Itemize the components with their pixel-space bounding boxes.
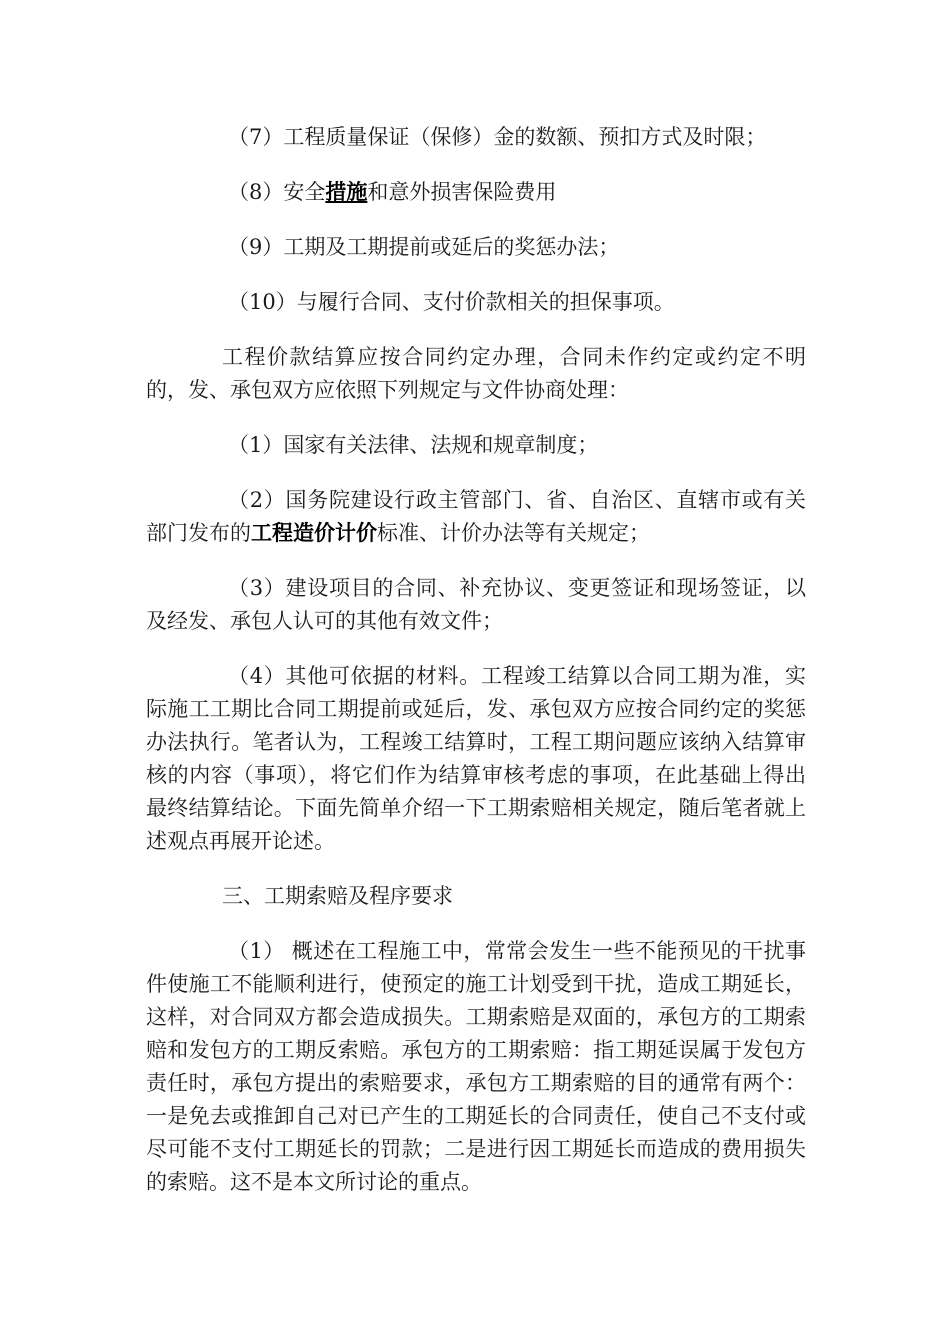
list-item-8 [146,176,806,209]
rule-item-2-prefix: （2）国务院建设行政主管部门、省、自治区、直辖市或有关部门发布的 [146,488,806,545]
keyword-link-measures[interactable]: 措施 [325,180,368,204]
rule-item-1: （1）国家有关法律、法规和规章制度； [228,433,599,457]
list-item-7: （7）工程质量保证（保修）金的数额、预扣方式及时限； [228,125,767,149]
rule-item-3: （3）建设项目的合同、补充协议、变更签证和现场签证，以及经发、承包人认可的其他有效文件； [146,576,806,633]
list-item-8-prefix: （8）安全 [228,180,326,204]
section-heading: 三、工期索赔及程序要求 [222,884,453,908]
list-item-8-suffix: 和意外损害保险费用 [367,180,557,204]
rule-item-2 [146,484,806,550]
paragraph-settlement: 工程价款结算应按合同约定办理，合同未作约定或约定不明的，发、承包双方应依照下列规定与文件协商处理： [146,345,806,402]
document-page [146,112,806,1199]
rule-item-2-suffix: 标准、计价办法等有关规定； [377,521,650,545]
paragraph-overview: （1） 概述在工程施工中，常常会发生一些不能预见的干扰事件使施工不能顺利进行，使预定的施工计划受到干扰，造成工期延长，这样，对合同双方都会造成损失。工期索赔是双面的，承包方的工期索赔和发包方的工期反索赔。承包方的工期索赔：指工期延误属于发包方责任时，承包方提出的索赔要求，承包方工期索赔的目的通常有两个：一是免去或推卸自己对已产生的工期延长的合同责任，使自己不支付或尽可能不支付工期延长的罚款；二是进行因工期延长而造成的费用损失的索赔。这不是本文所讨论的重点。 [146,939,806,1194]
list-item-9: （9）工期及工期提前或延后的奖惩办法； [228,235,620,259]
rule-item-4: （4）其他可依据的材料。工程竣工结算以合同工期为准，实际施工工期比合同工期提前或延后，发、承包双方应按合同约定的奖惩办法执行。笔者认为，工程竣工结算时，工程工期问题应该纳入结算审核的内容（事项），将它们作为结算审核考虑的事项，在此基础上得出最终结算结论。下面先简单介绍一下工期索赔相关规定，随后笔者就上述观点再展开论述。 [146,664,806,853]
list-item-10: （10）与履行合同、支付价款相关的担保事项。 [228,290,675,314]
keyword-cost-pricing: 工程造价计价 [251,521,377,545]
